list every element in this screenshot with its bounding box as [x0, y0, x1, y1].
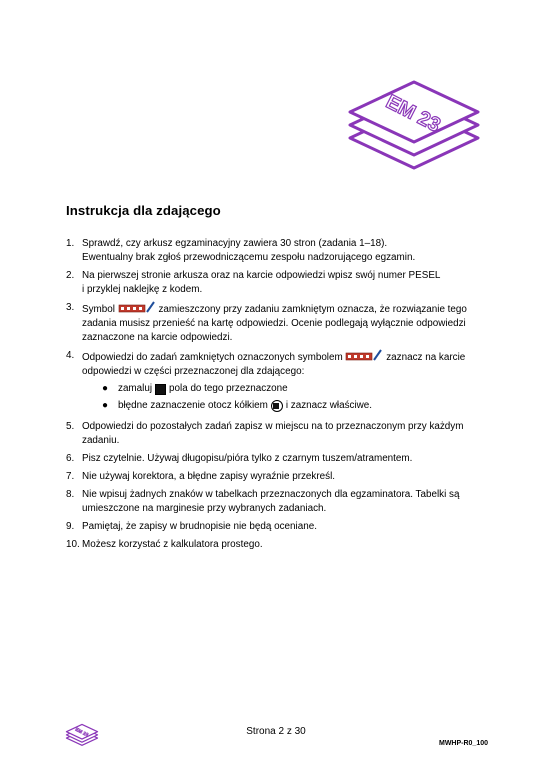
- instruction-item-9: 9. Pamiętaj, że zapisy w brudnopisie nie będą oceniane.: [66, 521, 317, 532]
- bullet-icon: ●: [102, 383, 109, 394]
- instruction-item-8: 8. Nie wpisuj żadnych znaków w tabelkach przeznaczonych dla egzaminatora. Tabelki są umieszczone na marginesie przy wybranych zadaniach.: [66, 489, 460, 514]
- instruction-item-7: 7. Nie używaj korektora, a błędne zapisy wyraźnie przekreśl.: [66, 471, 336, 482]
- instruction-item-6: 6. Pisz czytelnie. Używaj długopisu/pióra tylko z czarnym tuszem/atramentem.: [66, 453, 413, 464]
- answer-card-symbol-icon: [345, 349, 383, 362]
- em23-logo: [340, 68, 488, 183]
- bullet-icon: ●: [102, 400, 109, 411]
- instruction-item-10: 10. Możesz korzystać z kalkulatora prostego.: [66, 539, 263, 550]
- instruction-item-1: 1. Sprawdź, czy arkusz egzaminacyjny zawiera 30 stron (zadania 1–18). Ewentualny brak zgłoś przewodniczącemu zespołu nadzorującego egzamin.: [66, 238, 416, 263]
- exam-code: MWHP-R0_100: [438, 740, 488, 747]
- answer-card-symbol-icon: [118, 301, 156, 314]
- instruction-list: [66, 237, 486, 556]
- filled-box-icon: [155, 384, 166, 395]
- logo-text-small: EM 23: [73, 727, 89, 739]
- sub-item-fill: ● zamaluj pola do tego przeznaczone: [102, 383, 288, 394]
- instruction-item-5: 5. Odpowiedzi do pozostałych zadań zapisz w miejscu na to przeznaczonym przy każdym zadaniu.: [66, 421, 464, 446]
- sub-item-correct: ● błędne zaznaczenie otocz kółkiem i zaznacz właściwe.: [102, 400, 373, 411]
- instruction-item-4: 4. Odpowiedzi do zadań zamkniętych oznaczonych symbolem zaznacz na karcie odpowiedzi w części przeznaczonej dla zdającego: ● zamaluj pola do tego przeznaczone ● błędne zaznaczenie otocz kółkiem i zaznacz właściwe.: [66, 349, 486, 416]
- circled-box-icon: [271, 400, 283, 412]
- page-title: Instrukcja dla zdającego: [66, 203, 221, 218]
- instruction-item-2: 2. Na pierwszej stronie arkusza oraz na karcie odpowiedzi wpisz swój numer PESEL i przyklej naklejkę z kodem.: [66, 270, 441, 295]
- instruction-item-3: 3. Symbol zamieszczony przy zadaniu zamkniętym oznacza, że rozwiązanie tego zadania musisz przenieść na kartę odpowiedzi. Ocenie podlegają wyłącznie odpowiedzi zaznaczone na karcie odpowiedzi.: [66, 302, 467, 343]
- logo-text: EM 23: [382, 90, 444, 137]
- page-number: Strona 2 z 30: [246, 726, 306, 737]
